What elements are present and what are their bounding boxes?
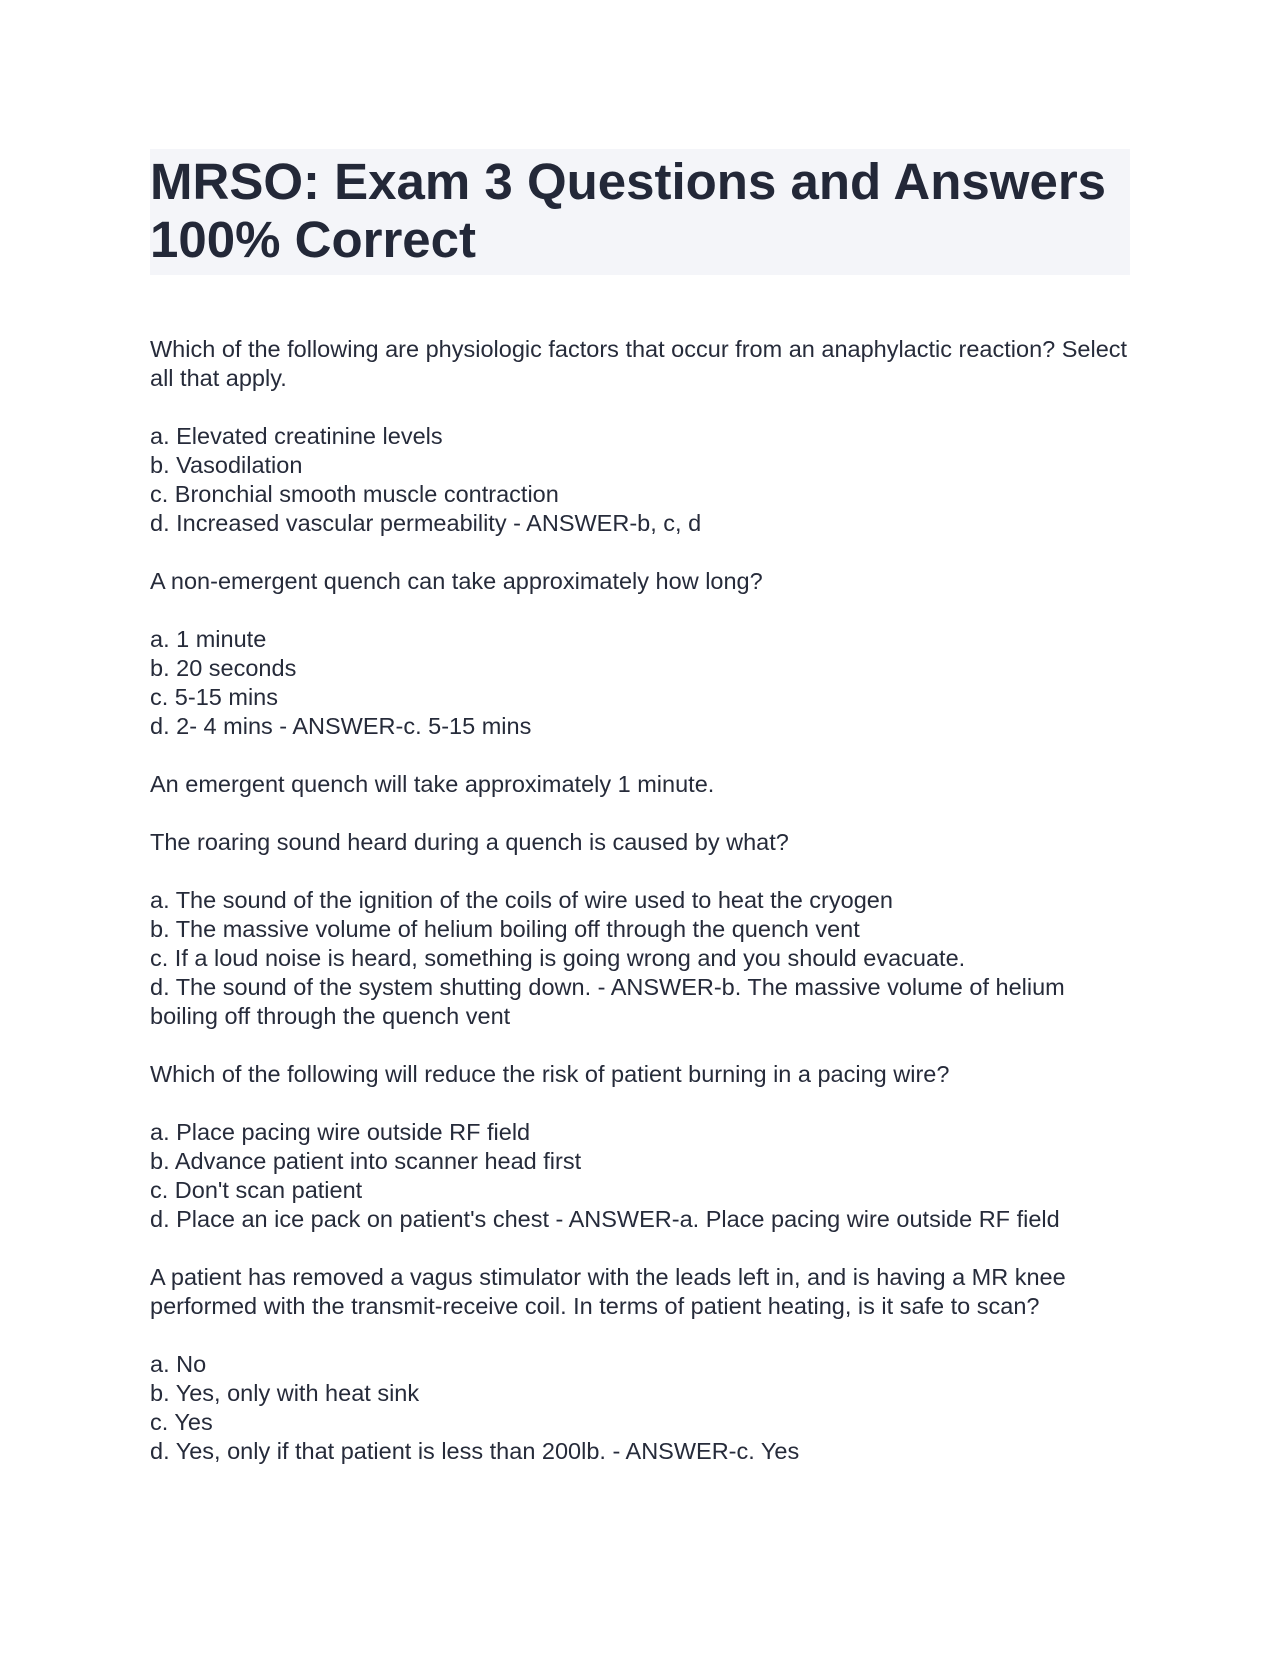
option-answer-text: d. 2- 4 mins - ANSWER-c. 5-15 mins (150, 713, 532, 739)
option-text: b. The massive volume of helium boiling off through the quench vent (150, 916, 860, 942)
option-text: b. 20 seconds (150, 655, 297, 681)
question-text: Which of the following are physiologic factors that occur from an anaphylactic reaction? Select all that apply. (150, 336, 1128, 391)
document-page (150, 149, 1130, 1495)
option-answer-text: d. Place an ice pack on patient's chest - ANSWER-a. Place pacing wire outside RF field (150, 1206, 1060, 1232)
explanation-note (150, 770, 1130, 799)
question-options (150, 886, 1130, 1031)
option-answer-text: d. The sound of the system shutting down. - ANSWER-b. The massive volume of helium boiling off through the quench vent (150, 974, 1065, 1029)
option-text: a. No (150, 1351, 207, 1377)
option-text: a. Place pacing wire outside RF field (150, 1119, 531, 1145)
option-text: c. Don't scan patient (150, 1177, 363, 1203)
option-answer-text: d. Yes, only if that patient is less than 200lb. - ANSWER-c. Yes (150, 1438, 800, 1464)
option-text: a. Elevated creatinine levels (150, 423, 443, 449)
document-body (150, 335, 1130, 1466)
option-text: b. Advance patient into scanner head first (150, 1148, 582, 1174)
page-title: MRSO: Exam 3 Questions and Answers 100% Correct (150, 153, 1107, 268)
question-text: Which of the following will reduce the risk of patient burning in a pacing wire? (150, 1061, 950, 1087)
question-prompt (150, 828, 1130, 857)
option-text: b. Vasodilation (150, 452, 303, 478)
question-options (150, 625, 1130, 741)
option-text: a. The sound of the ignition of the coils of wire used to heat the cryogen (150, 887, 893, 913)
question-text: The roaring sound heard during a quench is caused by what? (150, 829, 789, 855)
question-text: A patient has removed a vagus stimulator with the leads left in, and is having a MR knee performed with the transmit-receive coil. In terms of patient heating, is it safe to scan? (150, 1264, 1066, 1319)
note-text: An emergent quench will take approximately 1 minute. (150, 771, 715, 797)
question-prompt (150, 1060, 1130, 1089)
option-text: c. Bronchial smooth muscle contraction (150, 481, 559, 507)
question-prompt (150, 567, 1130, 596)
question-options (150, 1118, 1130, 1234)
title-banner (150, 149, 1130, 275)
question-prompt (150, 1263, 1130, 1321)
question-text: A non-emergent quench can take approximately how long? (150, 568, 763, 594)
option-text: c. If a loud noise is heard, something is going wrong and you should evacuate. (150, 945, 966, 971)
question-options (150, 1350, 1130, 1466)
option-text: c. 5-15 mins (150, 684, 278, 710)
option-text: a. 1 minute (150, 626, 267, 652)
question-options (150, 422, 1130, 538)
question-prompt (150, 335, 1130, 393)
option-text: b. Yes, only with heat sink (150, 1380, 420, 1406)
option-text: c. Yes (150, 1409, 213, 1435)
option-answer-text: d. Increased vascular permeability - ANSWER-b, c, d (150, 510, 702, 536)
